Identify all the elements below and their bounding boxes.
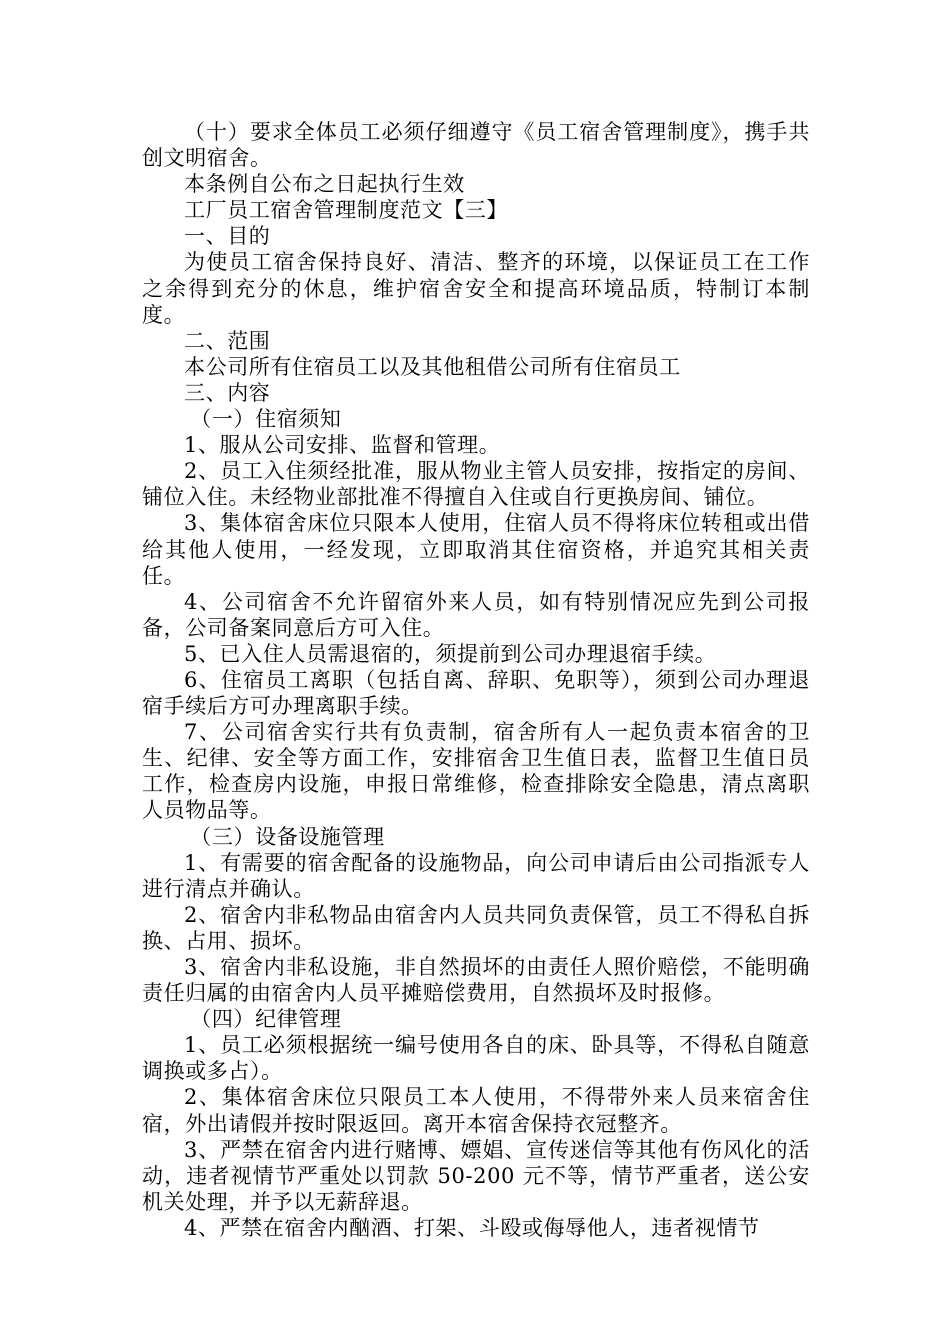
section-title-sample-three: 工厂员工宿舍管理制度范文【三】	[184, 198, 508, 223]
list-item-notice-6: 6、住宿员工离职（包括自离、辞职、免职等），须到公司办理退宿手续后方可办理离职手续。	[142, 667, 810, 719]
heading-scope: 二、范围	[184, 328, 271, 353]
list-item-equipment-1: 1、有需要的宿舍配备的设施物品，向公司申请后由公司指派专人进行清点并确认。	[142, 850, 810, 901]
paragraph-purpose: 为使员工宿舍保持良好、清洁、整齐的环境，以保证员工在工作之余得到充分的休息，维护宿舍安全和提高环境品质，特制订本制度。	[142, 250, 810, 327]
paragraph-compliance: （十）要求全体员工必须仔细遵守《员工宿舍管理制度》，携手共创文明宿舍。	[142, 120, 810, 171]
heading-purpose: 一、目的	[184, 224, 271, 249]
subheading-discipline: （四）纪律管理	[190, 1007, 342, 1032]
list-item-notice-4: 4、公司宿舍不允许留宿外来人员，如有特别情况应先到公司报备，公司备案同意后方可入住。	[142, 589, 810, 640]
list-item-equipment-3: 3、宿舍内非私设施，非自然损坏的由责任人照价赔偿，不能明确责任归属的由宿舍内人员平摊赔偿费用，自然损坏及时报修。	[142, 955, 810, 1006]
paragraph-scope: 本公司所有住宿员工以及其他租借公司所有住宿员工	[184, 354, 681, 379]
list-item-notice-1: 1、服从公司安排、监督和管理。	[184, 433, 501, 458]
list-item-notice-7: 7、公司宿舍实行共有负责制，宿舍所有人一起负责本宿舍的卫生、纪律、安全等方面工作，安排宿舍卫生值日表，监督卫生值日员工作，检查房内设施，申报日常维修，检查排除安全隐患，清点离职人员物品等。	[142, 720, 810, 823]
subheading-equipment: （三）设备设施管理	[190, 824, 385, 849]
document-page	[142, 119, 810, 1241]
list-item-discipline-4: 4、严禁在宿舍内酗酒、打架、斗殴或侮辱他人，违者视情节	[184, 1215, 760, 1240]
list-item-notice-2: 2、员工入住须经批准，服从物业主管人员安排，按指定的房间、铺位入住。未经物业部批准不得擅自入住或自行更换房间、铺位。	[142, 459, 810, 510]
list-item-discipline-3: 3、严禁在宿舍内进行赌博、嫖娼、宣传迷信等其他有伤风化的活动，违者视情节严重处以罚款 50-200 元不等，情节严重者，送公安机关处理，并予以无薪辞退。	[142, 1137, 810, 1214]
list-item-discipline-2: 2、集体宿舍床位只限员工本人使用，不得带外来人员来宿舍住宿，外出请假并按时限返回。离开本宿舍保持衣冠整齐。	[142, 1085, 810, 1136]
list-item-notice-5: 5、已入住人员需退宿的，须提前到公司办理退宿手续。	[184, 641, 717, 666]
subheading-accommodation-notice: （一）住宿须知	[190, 407, 342, 432]
list-item-discipline-1: 1、员工必须根据统一编号使用各自的床、卧具等，不得私自随意调换或多占）。	[142, 1033, 810, 1084]
paragraph-effective: 本条例自公布之日起执行生效	[184, 172, 465, 197]
list-item-notice-3: 3、集体宿舍床位只限本人使用，住宿人员不得将床位转租或出借给其他人使用，一经发现，立即取消其住宿资格，并追究其相关责任。	[142, 511, 810, 588]
list-item-equipment-2: 2、宿舍内非私物品由宿舍内人员共同负责保管，员工不得私自拆换、占用、损坏。	[142, 902, 810, 953]
heading-content: 三、内容	[184, 380, 271, 405]
